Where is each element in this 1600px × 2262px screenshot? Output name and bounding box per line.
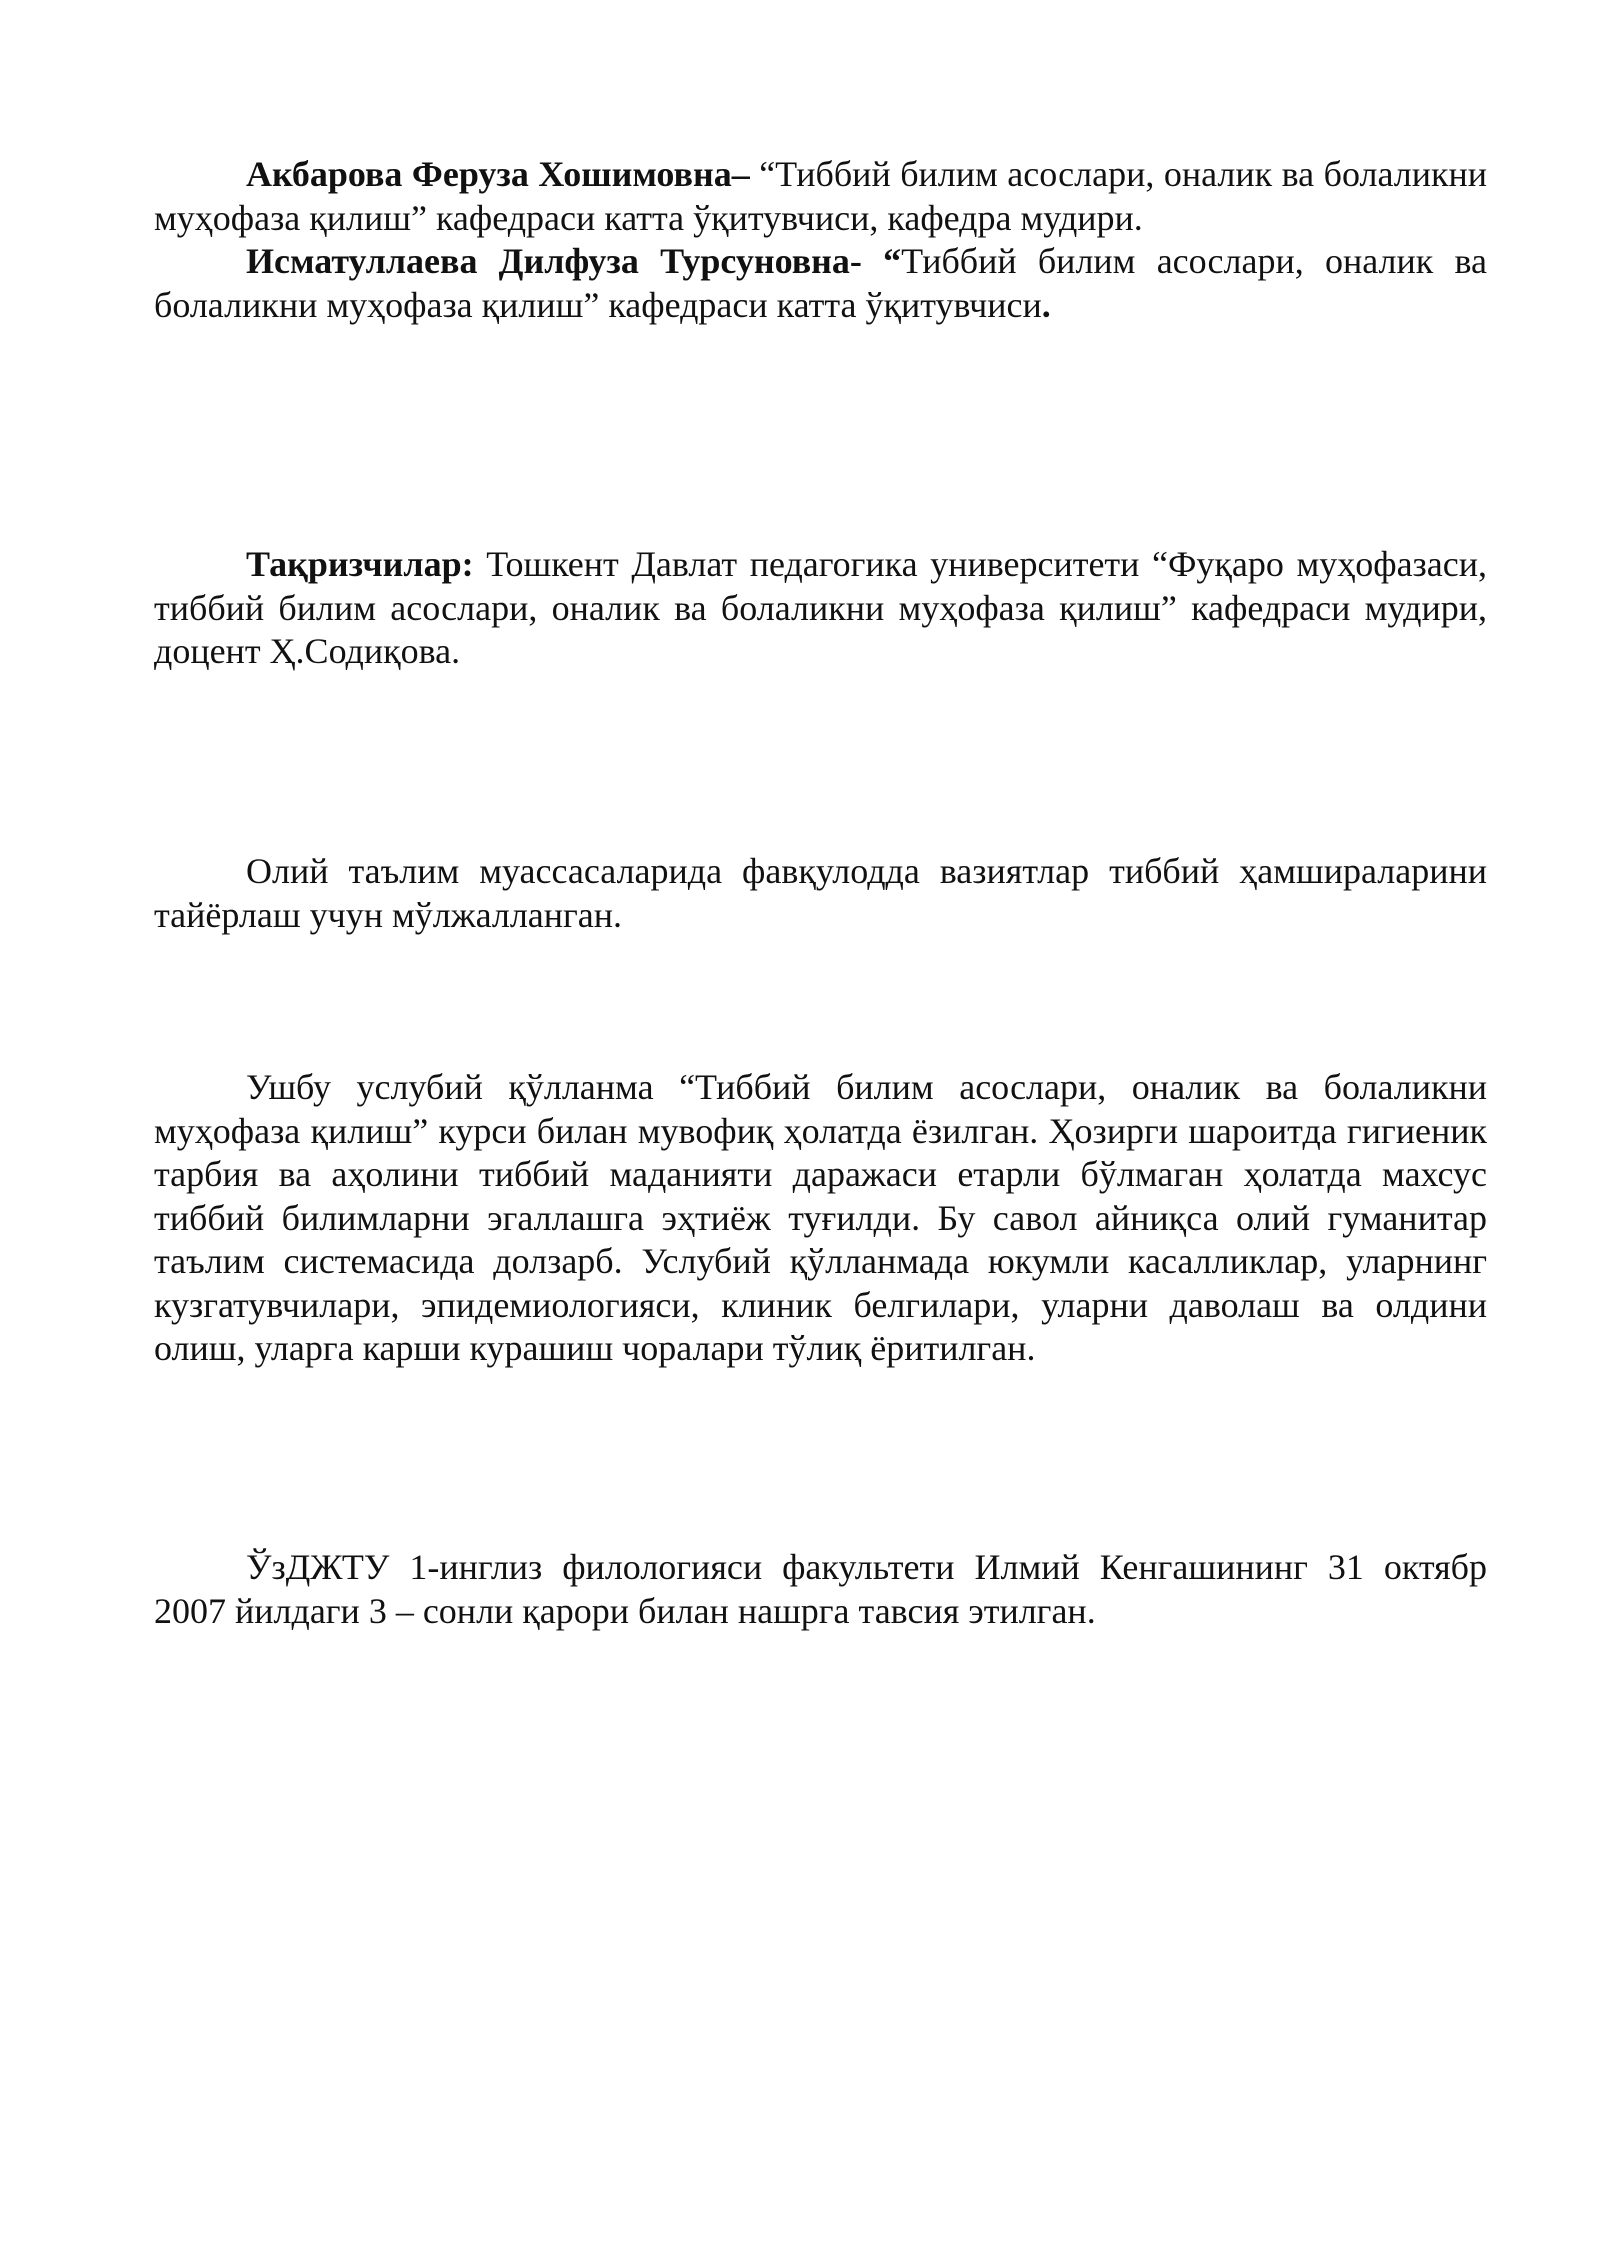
annotation-paragraph: Ушбу услубий қўлланма “Тиббий билим асослари, оналик ва болаликни муҳофаза қилиш” курси билан мувофиқ ҳолатда ёзилган. Ҳозирги шароитда гигиеник тарбия ва аҳолини тиббий маданияти даражаси етарли бўлмаган ҳолатда махсус тиббий билимларни эгаллашга эҳтиёж туғилди. Бу савол айниқса олий гуманитар таълим системасида долзарб. Услубий қўлланмада юкумли касалликлар, уларнинг кузгатувчилари, эпидемиологияси, клиник белгилари, уларни даволаш ва олдини олиш, уларга карши курашиш чоралари тўлиқ ёритилган. bbox=[154, 1067, 1487, 1368]
author-end-mark: . bbox=[1041, 284, 1051, 325]
reviewers-label: Тақризчилар: bbox=[246, 544, 474, 584]
purpose-paragraph: Олий таълим муассасаларида фавқулодда вазиятлар тиббий ҳамшираларини тайёрлаш учун мўлжалланган. bbox=[154, 851, 1487, 935]
author-name: Исматуллаева Дилфуза Турсуновна- “ bbox=[246, 241, 902, 281]
reviewers-block bbox=[154, 543, 1487, 674]
author-entry bbox=[154, 153, 1487, 240]
recommendation-block bbox=[154, 1546, 1487, 1633]
authors-block bbox=[154, 153, 1487, 327]
author-entry bbox=[154, 240, 1487, 327]
recommendation-paragraph: ЎзДЖТУ 1-инглиз филологияси факультети Илмий Кенгашининг 31 октябр 2007 йилдаги 3 – сонли қарори билан нашрга тавсия этилган. bbox=[154, 1547, 1487, 1631]
annotation-block bbox=[154, 1066, 1487, 1371]
reviewers-paragraph bbox=[154, 543, 1487, 674]
author-name: Акбарова Феруза Хошимовна– bbox=[246, 154, 750, 194]
reviewers-text: Тошкент Давлат педагогика университети “Фуқаро муҳофазаси, тиббий билим асослари, оналик ва болаликни муҳофаза қилиш” кафедраси мудири, доцент Ҳ.Содиқова. bbox=[154, 544, 1487, 671]
author-description: “Тиббий билим асослари, оналик ва болаликни муҳофаза қилиш” кафедраси катта ўқитувчиси, кафедра мудири. bbox=[154, 154, 1487, 238]
purpose-block bbox=[154, 850, 1487, 937]
author-description: Тиббий билим асослари, оналик ва болаликни муҳофаза қилиш” кафедраси катта ўқитувчиси bbox=[154, 241, 1487, 325]
